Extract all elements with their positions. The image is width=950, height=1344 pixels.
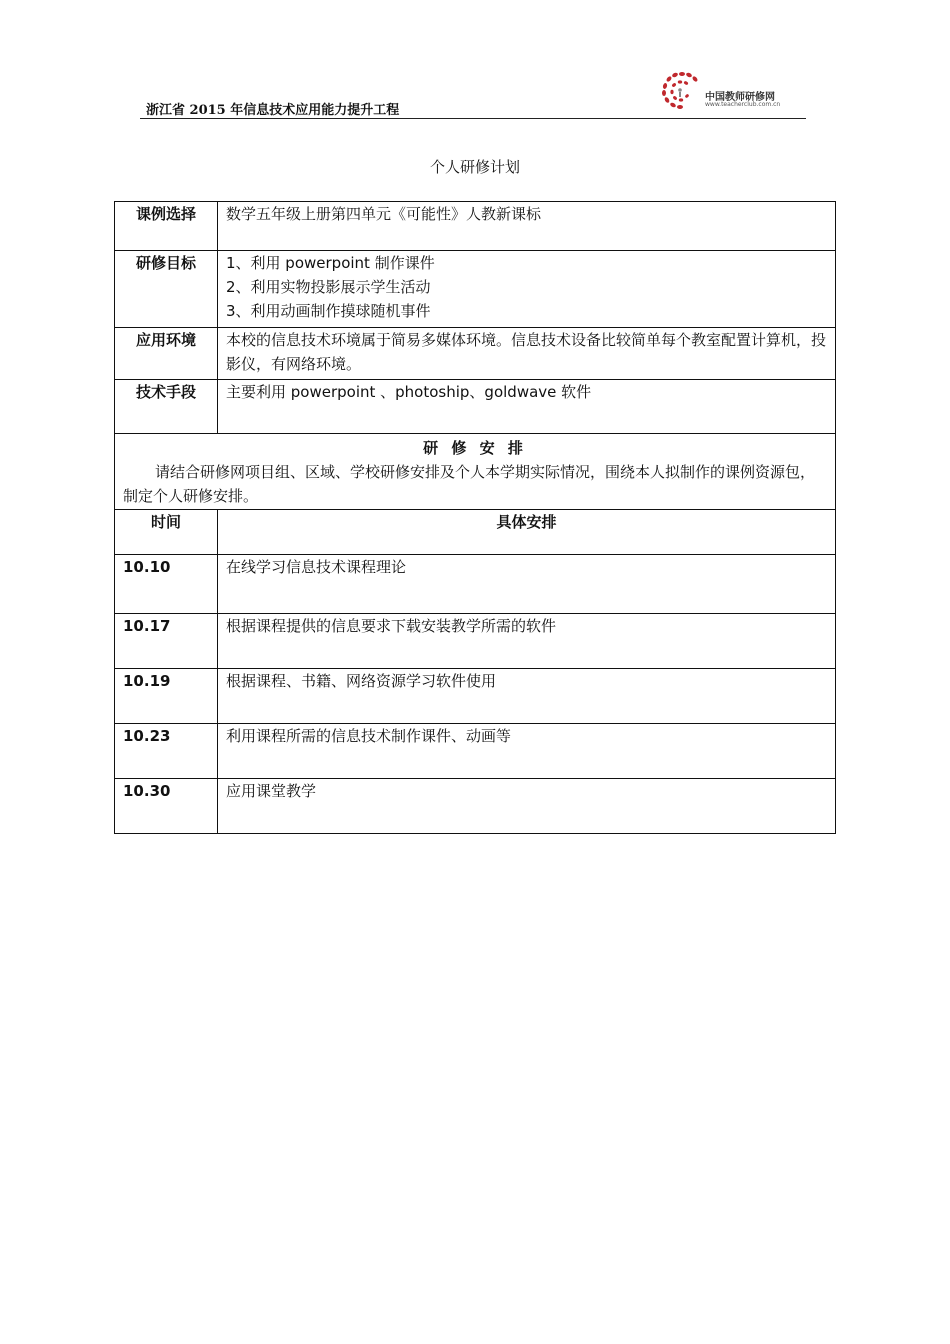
schedule-task: 根据课程、书籍、网络资源学习软件使用	[218, 669, 836, 724]
schedule-task: 在线学习信息技术课程理论	[218, 555, 836, 614]
schedule-task: 利用课程所需的信息技术制作课件、动画等	[218, 724, 836, 779]
info-row	[115, 380, 836, 434]
row-value	[218, 380, 836, 434]
logo-name: 中国教师研修网	[705, 92, 775, 103]
schedule-task: 应用课堂教学	[218, 779, 836, 834]
row-value	[218, 251, 836, 328]
schedule-time: 10.23	[115, 724, 218, 779]
project-title: 浙江省 2015 年信息技术应用能力提升工程	[146, 103, 400, 118]
schedule-row	[115, 724, 836, 779]
row-label: 研修目标	[115, 251, 218, 328]
logo-icon	[658, 68, 706, 112]
arrangement-row	[115, 434, 836, 510]
schedule-time: 10.10	[115, 555, 218, 614]
value-line: 3、利用动画制作摸球随机事件	[226, 302, 431, 320]
schedule-row	[115, 614, 836, 669]
info-row	[115, 202, 836, 251]
value-line: 数学五年级上册第四单元《可能性》人教新课标	[226, 205, 542, 223]
value-line: 本校的信息技术环境属于简易多媒体环境。信息技术设备比较简单每个教室配置计算机，投影仪，有网络环境。	[226, 331, 827, 373]
info-row	[115, 251, 836, 328]
row-label: 应用环境	[115, 328, 218, 380]
column-header-task: 具体安排	[218, 510, 836, 555]
schedule-row	[115, 555, 836, 614]
value-line: 主要利用 powerpoint 、photoship、goldwave 软件	[226, 383, 592, 401]
schedule-task: 根据课程提供的信息要求下载安装教学所需的软件	[218, 614, 836, 669]
column-header-time: 时间	[115, 510, 218, 555]
info-row	[115, 328, 836, 380]
row-label: 技术手段	[115, 380, 218, 434]
arrangement-cell	[115, 434, 836, 510]
schedule-time: 10.17	[115, 614, 218, 669]
teacherclub-logo	[658, 68, 818, 116]
schedule-row	[115, 669, 836, 724]
row-value	[218, 328, 836, 380]
row-label: 课例选择	[115, 202, 218, 251]
arrangement-description: 请结合研修网项目组、区域、学校研修安排及个人本学期实际情况，围绕本人拟制作的课例资源包，制定个人研修安排。	[123, 463, 816, 505]
value-line: 1、利用 powerpoint 制作课件	[226, 254, 435, 272]
arrangement-title: 研 修 安 排	[423, 439, 527, 457]
value-line: 2、利用实物投影展示学生活动	[226, 278, 431, 296]
document-title: 个人研修计划	[429, 158, 520, 176]
schedule-header-row	[115, 510, 836, 555]
schedule-time: 10.19	[115, 669, 218, 724]
row-value	[218, 202, 836, 251]
header-divider	[140, 118, 806, 119]
study-plan-table	[114, 201, 836, 834]
schedule-time: 10.30	[115, 779, 218, 834]
logo-url: www.teacherclub.com.cn	[705, 101, 781, 108]
schedule-row	[115, 779, 836, 834]
